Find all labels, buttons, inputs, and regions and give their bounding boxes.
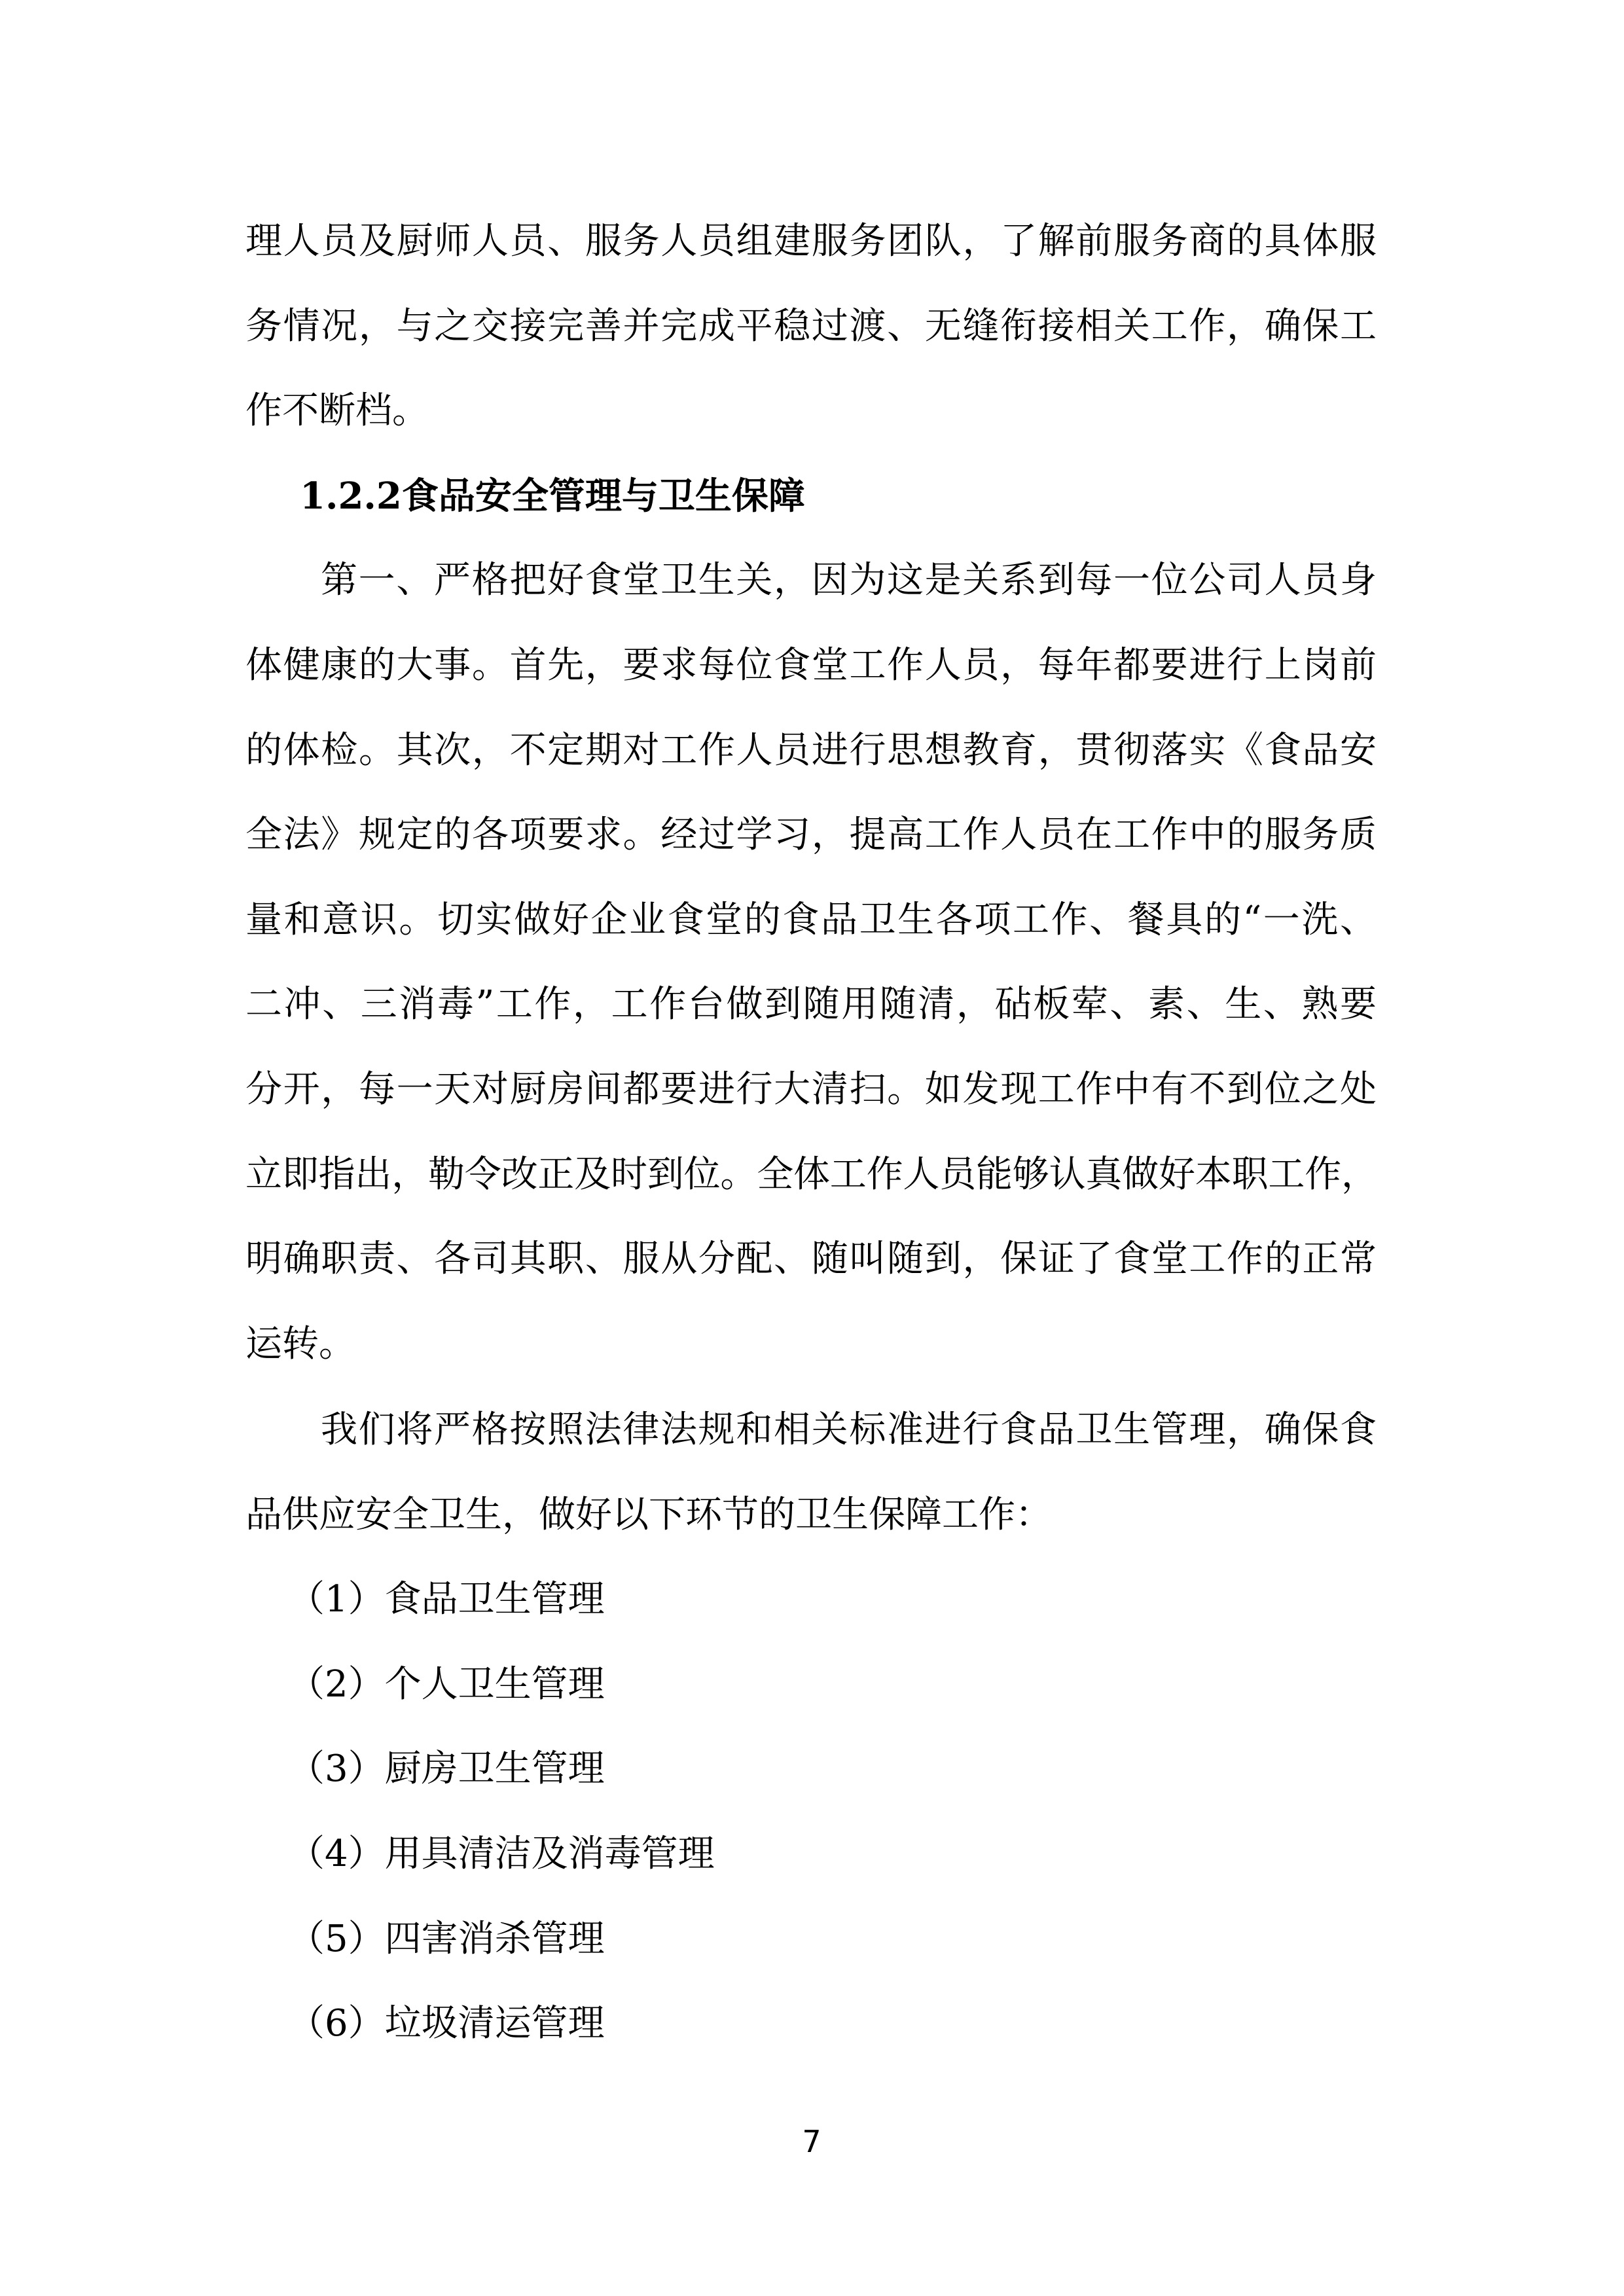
- text-line: 分开，每一天对厨房间都要进行大清扫。如发现工作中有不到位之处: [245, 1068, 1377, 1111]
- text-line: 体健康的大事。首先，要求每位食堂工作人员，每年都要进行上岗前: [245, 644, 1377, 687]
- text-line: 量和意识。切实做好企业食堂的食品卫生各项工作、餐具的“一洗、: [245, 899, 1377, 941]
- text-line: 立即指出，勒令改正及时到位。全体工作人员能够认真做好本职工作，: [245, 1153, 1377, 1196]
- text-line: 运转。: [245, 1323, 355, 1365]
- text-line: 二冲、三消毒”工作，工作台做到随用随清，砧板荤、素、生、熟要: [245, 983, 1377, 1026]
- text-line: 理人员及厨师人员、服务人员组建服务团队，了解前服务商的具体服: [245, 220, 1377, 262]
- list-item: （4）用具清洁及消毒管理: [288, 1833, 715, 1875]
- page-number: 7: [802, 2124, 821, 2159]
- text-line: 明确职责、各司其职、服从分配、随叫随到，保证了食堂工作的正常: [245, 1238, 1377, 1280]
- list-item: （3）厨房卫生管理: [288, 1748, 605, 1790]
- text-line: 第一、严格把好食堂卫生关，因为这是关系到每一位公司人员身: [321, 559, 1377, 601]
- list-item: （2）个人卫生管理: [288, 1663, 605, 1706]
- text-line: 品供应安全卫生，做好以下环节的卫生保障工作：: [245, 1494, 1052, 1536]
- text-line: 作不断档。: [245, 389, 429, 432]
- list-item: （1）食品卫生管理: [288, 1578, 605, 1621]
- list-item: （6）垃圾清运管理: [288, 2002, 605, 2045]
- text-line: 全法》规定的各项要求。经过学习，提高工作人员在工作中的服务质: [245, 814, 1377, 856]
- text-line: 的体检。其次，不定期对工作人员进行思想教育，贯彻落实《食品安: [245, 729, 1377, 772]
- section-heading: 1.2.2食品安全管理与卫生保障: [300, 475, 805, 518]
- list-item: （5）四害消杀管理: [288, 1918, 605, 1960]
- text-line: 我们将严格按照法律法规和相关标准进行食品卫生管理，确保食: [321, 1408, 1377, 1451]
- text-line: 务情况，与之交接完善并完成平稳过渡、无缝衔接相关工作，确保工: [245, 305, 1377, 348]
